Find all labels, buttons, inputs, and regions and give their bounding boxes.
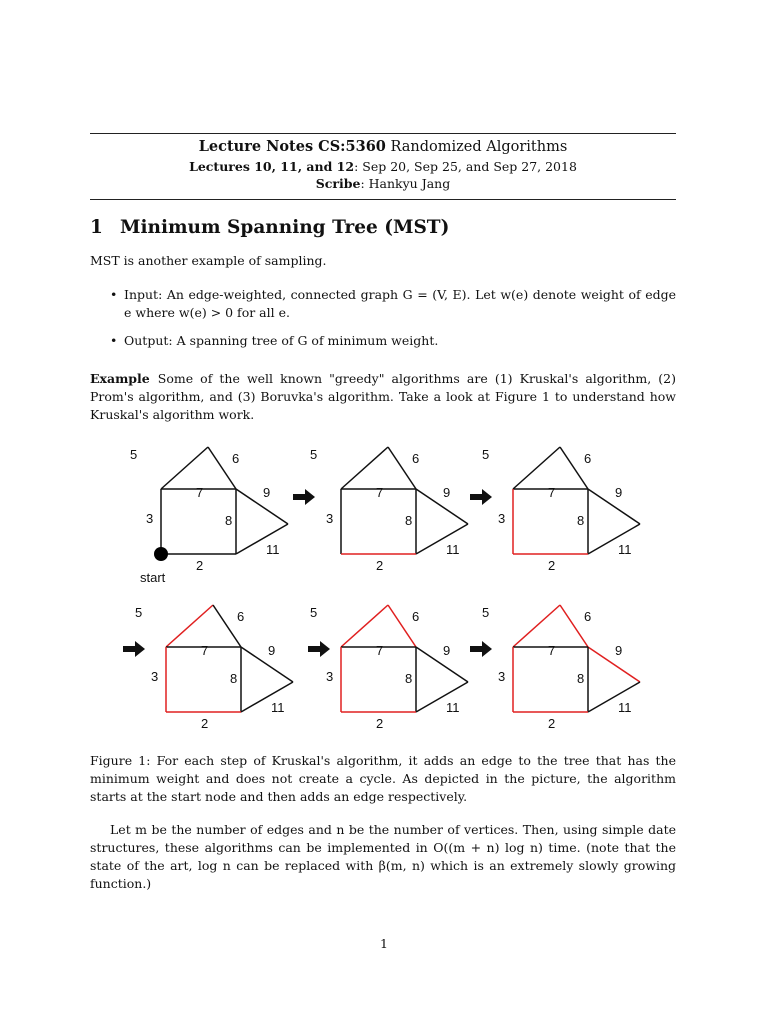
edge-weight-label: 7 — [376, 643, 384, 658]
start-node — [154, 547, 168, 561]
bullet-list — [106, 286, 676, 360]
edge-9 — [588, 489, 640, 524]
lecture-dates — [90, 159, 676, 174]
edge-weight-label: 3 — [146, 511, 154, 526]
bullet-output — [106, 332, 676, 350]
edge-weight-label: 5 — [482, 605, 490, 620]
arrow-shaft — [293, 494, 305, 500]
edge-weight-label: 3 — [151, 669, 159, 684]
kruskal-step-5 — [310, 605, 468, 731]
edge-5-tree — [513, 605, 560, 647]
edge-9 — [416, 647, 468, 682]
bottom-rule — [90, 199, 676, 200]
edge-weight-label: 11 — [446, 700, 460, 715]
top-rule — [90, 133, 676, 134]
kruskal-step-2 — [310, 447, 468, 573]
edge-weight-label: 6 — [412, 451, 420, 466]
edge-11 — [416, 524, 468, 554]
edge-weight-label: 11 — [618, 700, 632, 715]
edge-weight-label: 6 — [584, 609, 592, 624]
course-code: Lecture Notes CS:5360 — [198, 138, 386, 155]
lecture-date-list: : Sep 20, Sep 25, and Sep 27, 2018 — [354, 159, 577, 174]
start-label: start — [140, 570, 166, 585]
edge-weight-label: 7 — [548, 643, 556, 658]
complexity-paragraph: Let m be the number of edges and n be the number of vertices. Then, using simple date structures, these algorithms can be implemented in O((m + n) log n) time. (note that the state of the art, log n can be replaced with β(m, n) which is an extremely slowly growing function.) — [90, 822, 676, 891]
edge-weight-label: 5 — [310, 605, 318, 620]
kruskal-step-6 — [482, 605, 640, 731]
arrow-shaft — [308, 646, 320, 652]
scribe-name: : Hankyu Jang — [360, 176, 451, 191]
bullet-dot: • — [110, 287, 118, 302]
edge-weight-label: 7 — [201, 643, 209, 658]
edge-weight-label: 8 — [577, 513, 585, 528]
edge-weight-label: 5 — [482, 447, 490, 462]
edge-weight-label: 9 — [263, 485, 271, 500]
edge-weight-label: 5 — [310, 447, 318, 462]
edge-5 — [341, 447, 388, 489]
arrow-head — [320, 641, 330, 657]
arrow-head — [135, 641, 145, 657]
section-heading — [90, 217, 449, 238]
arrow-head — [305, 489, 315, 505]
edge-11 — [241, 682, 293, 712]
edge-weight-label: 3 — [326, 669, 334, 684]
edge-5 — [161, 447, 208, 489]
arrow-head — [482, 489, 492, 505]
arrow-shaft — [470, 646, 482, 652]
edge-5-tree — [341, 605, 388, 647]
edge-weight-label: 2 — [548, 558, 556, 573]
edge-weight-label: 2 — [548, 716, 556, 731]
edge-5-tree — [166, 605, 213, 647]
scribe-label: Scribe — [315, 176, 361, 191]
edge-weight-label: 8 — [230, 671, 238, 686]
page-number: 1 — [380, 936, 388, 951]
edge-weight-label: 9 — [615, 485, 623, 500]
step-arrow-icon — [470, 489, 492, 505]
section-title: Minimum Spanning Tree (MST) — [120, 217, 450, 238]
course-name: Randomized Algorithms — [385, 139, 568, 155]
edge-9-tree — [588, 647, 640, 682]
edge-11 — [416, 682, 468, 712]
edge-11 — [588, 682, 640, 712]
example-paragraph — [90, 370, 676, 424]
edge-weight-label: 11 — [266, 542, 280, 557]
arrow-head — [482, 641, 492, 657]
example-text: Some of the well known "greedy" algorithms are (1) Kruskal's algorithm, (2) Prom's algorithm, and (3) Boruvka's algorithm. Take a look at Figure 1 to understand how Kruskal's algorithm work. — [90, 371, 676, 422]
edge-11 — [588, 524, 640, 554]
bullet-input — [106, 286, 676, 322]
edge-11 — [236, 524, 288, 554]
edge-5 — [513, 447, 560, 489]
edge-weight-label: 11 — [446, 542, 460, 557]
edge-weight-label: 5 — [135, 605, 143, 620]
scribe-line — [90, 176, 676, 191]
bullet-text: Input: An edge-weighted, connected graph G = (V, E). Let w(e) denote weight of edge e where w(e) > 0 for all e. — [124, 287, 676, 320]
kruskal-step-3 — [482, 447, 640, 573]
edge-weight-label: 7 — [548, 485, 556, 500]
edge-weight-label: 9 — [268, 643, 276, 658]
section-number: 1 — [90, 217, 103, 238]
example-label: Example — [90, 371, 150, 386]
edge-weight-label: 8 — [405, 513, 413, 528]
edge-weight-label: 9 — [615, 643, 623, 658]
edge-9 — [236, 489, 288, 524]
step-arrow-icon — [123, 641, 145, 657]
edge-weight-label: 3 — [498, 669, 506, 684]
edge-weight-label: 9 — [443, 643, 451, 658]
edge-weight-label: 2 — [196, 558, 204, 573]
arrow-shaft — [470, 494, 482, 500]
step-arrow-icon — [308, 641, 330, 657]
edge-weight-label: 2 — [376, 716, 384, 731]
edge-weight-label: 3 — [498, 511, 506, 526]
figure-caption: Figure 1: For each step of Kruskal's algorithm, it adds an edge to the tree that has the minimum weight and does not create a cycle. As depicted in the picture, the algorithm starts at the start node and then adds an edge respectively. — [90, 753, 676, 804]
edge-weight-label: 3 — [326, 511, 334, 526]
kruskal-step-4 — [135, 605, 293, 731]
edge-weight-label: 11 — [618, 542, 632, 557]
step-arrow-icon — [293, 489, 315, 505]
lecture-numbers: Lectures 10, 11, and 12 — [189, 159, 355, 174]
kruskal-step-1 — [130, 447, 288, 585]
edge-weight-label: 11 — [271, 700, 285, 715]
edge-weight-label: 8 — [225, 513, 233, 528]
arrow-shaft — [123, 646, 135, 652]
edge-weight-label: 5 — [130, 447, 138, 462]
lecture-title — [90, 138, 676, 155]
edge-weight-label: 8 — [405, 671, 413, 686]
edge-weight-label: 2 — [376, 558, 384, 573]
edge-weight-label: 9 — [443, 485, 451, 500]
edge-weight-label: 2 — [201, 716, 209, 731]
edge-weight-label: 7 — [376, 485, 384, 500]
edge-weight-label: 8 — [577, 671, 585, 686]
bullet-text: Output: A spanning tree of G of minimum weight. — [124, 333, 439, 348]
edge-weight-label: 6 — [412, 609, 420, 624]
bullet-dot: • — [110, 333, 118, 348]
step-arrow-icon — [470, 641, 492, 657]
kruskal-steps-diagram — [118, 437, 648, 737]
edge-9 — [241, 647, 293, 682]
edge-9 — [416, 489, 468, 524]
edge-weight-label: 6 — [584, 451, 592, 466]
intro-paragraph: MST is another example of sampling. — [90, 253, 327, 268]
edge-weight-label: 6 — [237, 609, 245, 624]
edge-weight-label: 7 — [196, 485, 204, 500]
edge-weight-label: 6 — [232, 451, 240, 466]
kruskal-figure — [118, 437, 648, 737]
